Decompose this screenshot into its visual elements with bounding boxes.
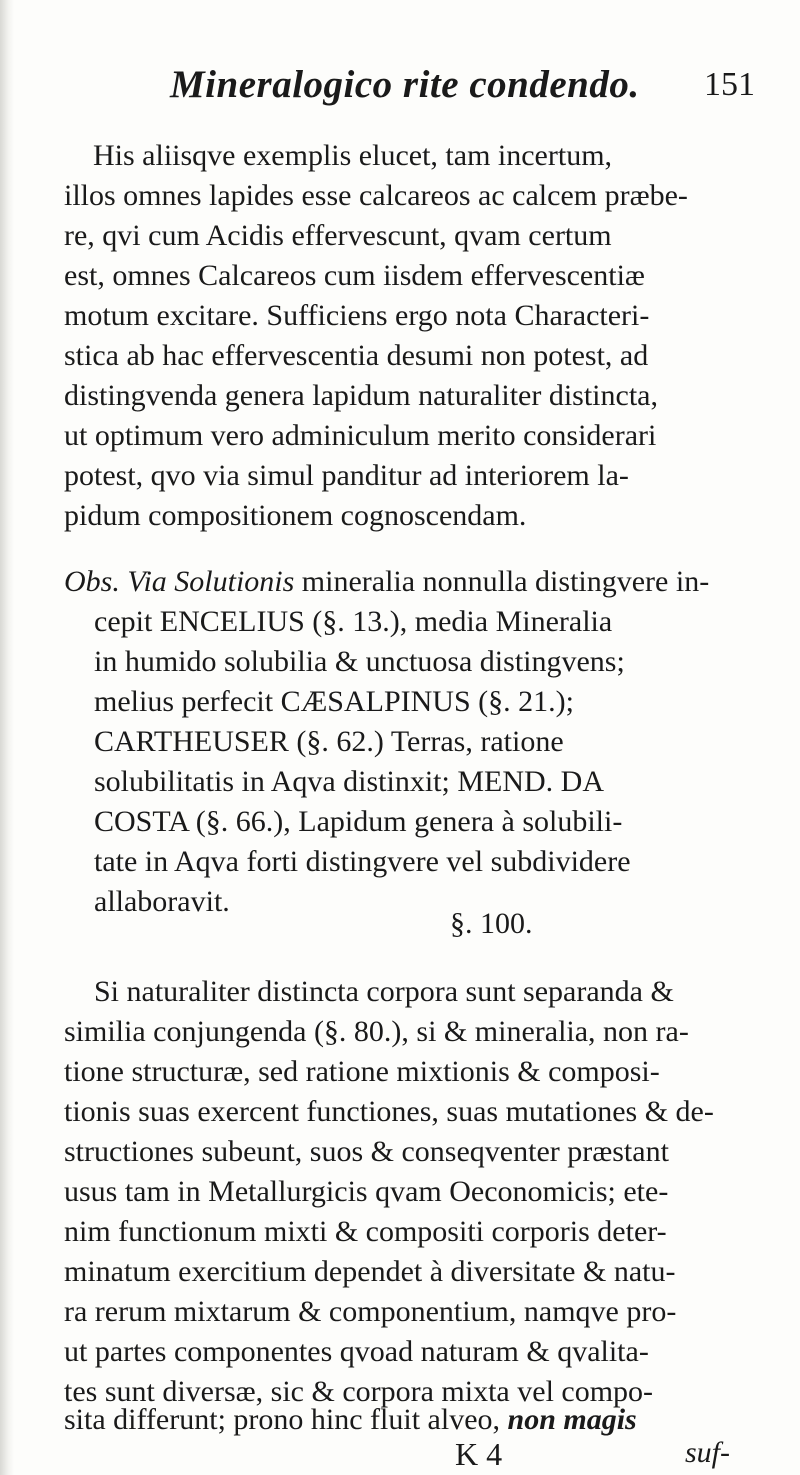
text-line: pidum compositionem cognoscendam. xyxy=(64,499,527,532)
last-line-emphasis: non magis xyxy=(507,1403,637,1436)
text-line: His aliisqve exemplis elucet, tam incertum, xyxy=(93,139,613,172)
text-line: allaboravit. xyxy=(94,885,230,918)
observation-text: mineralia nonnulla distingvere in- xyxy=(301,565,710,598)
page-header xyxy=(170,62,755,122)
text-line: CARTHEUSER (§. 62.) Terras, ratione xyxy=(94,725,564,758)
text-line: minatum exercitium dependet à diversitate & natu- xyxy=(64,1255,676,1288)
text-line: potest, qvo via simul panditur ad interiorem la- xyxy=(64,459,629,492)
text-line: distingvenda genera lapidum naturaliter distincta, xyxy=(64,379,658,412)
text-line: motum excitare. Sufficiens ergo nota Characteri- xyxy=(64,299,650,332)
text-line: stica ab hac effervescentia desumi non potest, ad xyxy=(64,339,649,372)
text-line: ut partes componentes qvoad naturam & qvalita- xyxy=(64,1335,649,1368)
page-spine-shadow xyxy=(0,0,14,1475)
text-line-last xyxy=(64,1400,637,1440)
text-line: ut optimum vero adminiculum merito considerari xyxy=(64,419,657,452)
section-number: §. 100. xyxy=(450,907,533,940)
text-line: similia conjungenda (§. 80.), si & mineralia, non ra- xyxy=(64,1015,689,1048)
text-line: COSTA (§. 66.), Lapidum genera à solubili- xyxy=(94,805,623,838)
observation-label: Obs. xyxy=(64,565,120,598)
text-line: ra rerum mixtarum & componentium, namqve pro- xyxy=(64,1295,677,1328)
text-line: solubilitatis in Aqva distinxit; MEND. DA xyxy=(94,765,605,798)
observation-via: Via Solutionis xyxy=(127,565,295,598)
text-line: usus tam in Metallurgicis qvam Oeconomicis; ete- xyxy=(64,1175,669,1208)
text-line: est, omnes Calcareos cum iisdem effervescentiæ xyxy=(64,259,645,292)
text-line: tes sunt diversæ, sic & corpora mixta vel compo- xyxy=(64,1375,654,1408)
text-line: nim functionum mixti & compositi corporis deter- xyxy=(64,1215,667,1248)
text-line: in humido solubilia & unctuosa distingvens; xyxy=(94,645,625,678)
text-line: melius perfecit CÆSALPINUS (§. 21.); xyxy=(94,685,574,718)
text-line: structiones subeunt, suos & conseqventer præstant xyxy=(64,1135,669,1168)
text-line: tionis suas exercent functiones, suas mutationes & de- xyxy=(64,1095,714,1128)
text-line: cepit ENCELIUS (§. 13.), media Mineralia xyxy=(94,605,613,638)
text-line: illos omnes lapides esse calcareos ac calcem præbe- xyxy=(64,179,688,212)
last-line-text: sita differunt; prono hinc fluit alveo, xyxy=(64,1403,501,1436)
signature-mark: K 4 xyxy=(455,1436,503,1472)
catchword: suf- xyxy=(685,1436,730,1469)
text-line: tate in Aqva forti distingvere vel subdividere xyxy=(94,845,631,878)
running-title: Mineralogico rite condendo. xyxy=(170,63,640,106)
text-line: tione structuræ, sed ratione mixtionis & composi- xyxy=(64,1055,660,1088)
text-line: re, qvi cum Acidis effervescunt, qvam certum xyxy=(64,219,612,252)
observation-first-line xyxy=(64,562,709,602)
text-line: Si naturaliter distincta corpora sunt separanda & xyxy=(94,975,674,1008)
page-number: 151 xyxy=(704,66,755,103)
